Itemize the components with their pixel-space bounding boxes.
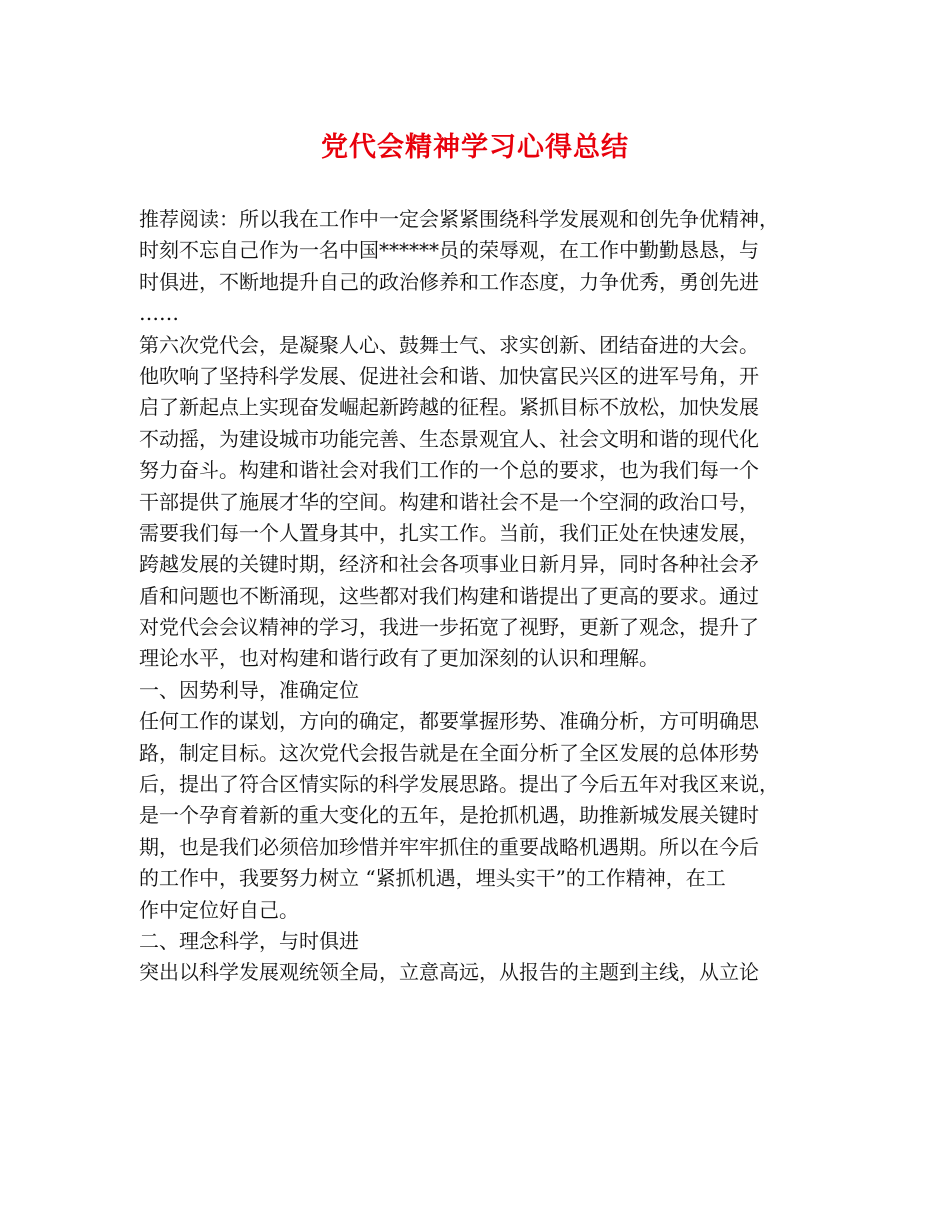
body-line: 启了新起点上实现奋发崛起新跨越的征程。紧抓目标不放松，加快发展 [139,395,759,420]
body-line: 的工作中，我要努力树立 “紧抓机遇，埋头实干”的工作精神，在工 [139,866,726,891]
body-line: 后，提出了符合区情实际的科学发展思路。提出了今后五年对我区来说， [139,772,779,797]
body-line: 跨越发展的关键时期，经济和社会各项事业日新月异，同时各种社会矛 [139,552,759,577]
body-line: 时俱进，不断地提升自己的政治修养和工作态度，力争优秀，勇创先进 [139,269,759,294]
body-line: 对党代会会议精神的学习，我进一步拓宽了视野，更新了观念，提升了 [139,615,759,640]
body-line: 干部提供了施展才华的空间。构建和谐社会不是一个空洞的政治口号， [139,489,759,514]
body-line: 任何工作的谋划，方向的确定，都要掌握形势、准确分析，方可明确思 [139,709,759,734]
body-line: 盾和问题也不断涌现，这些都对我们构建和谐提出了更高的要求。通过 [139,583,759,608]
body-line: 第六次党代会，是凝聚人心、鼓舞士气、求实创新、团结奋进的大会。 [139,332,759,357]
body-line: 他吹响了坚持科学发展、促进社会和谐、加快富民兴区的进军号角，开 [139,363,759,388]
body-line: 是一个孕育着新的重大变化的五年，是抢抓机遇，助推新城发展关键时 [139,803,759,828]
body-line: 理论水平，也对构建和谐行政有了更加深刻的认识和理解。 [139,646,659,671]
body-line: …… [139,301,179,326]
body-line: 突出以科学发展观统领全局，立意高远，从报告的主题到主线，从立论 [139,960,759,985]
section-heading: 一、因势利导，准确定位 [139,677,359,702]
body-line: 期，也是我们必须倍加珍惜并牢牢抓住的重要战略机遇期。所以在今后 [139,834,759,859]
document-title: 党代会精神学习心得总结 [321,132,629,163]
section-heading: 二、理念科学，与时俱进 [139,928,359,953]
body-line: 时刻不忘自己作为一名中国******员的荣辱观，在工作中勤勤恳恳，与 [139,238,759,263]
document-body [139,204,839,989]
body-line: 推荐阅读：所以我在工作中一定会紧紧围绕科学发展观和创先争优精神， [139,207,779,231]
body-line: 努力奋斗。构建和谐社会对我们工作的一个总的要求，也为我们每一个 [139,458,759,483]
body-line: 不动摇，为建设城市功能完善、生态景观宜人、社会文明和谐的现代化 [139,426,759,451]
body-line: 作中定位好自己。 [139,897,299,922]
body-line: 需要我们每一个人置身其中，扎实工作。当前，我们正处在快速发展， [139,520,759,545]
body-line: 路，制定目标。这次党代会报告就是在全面分析了全区发展的总体形势 [139,740,759,765]
